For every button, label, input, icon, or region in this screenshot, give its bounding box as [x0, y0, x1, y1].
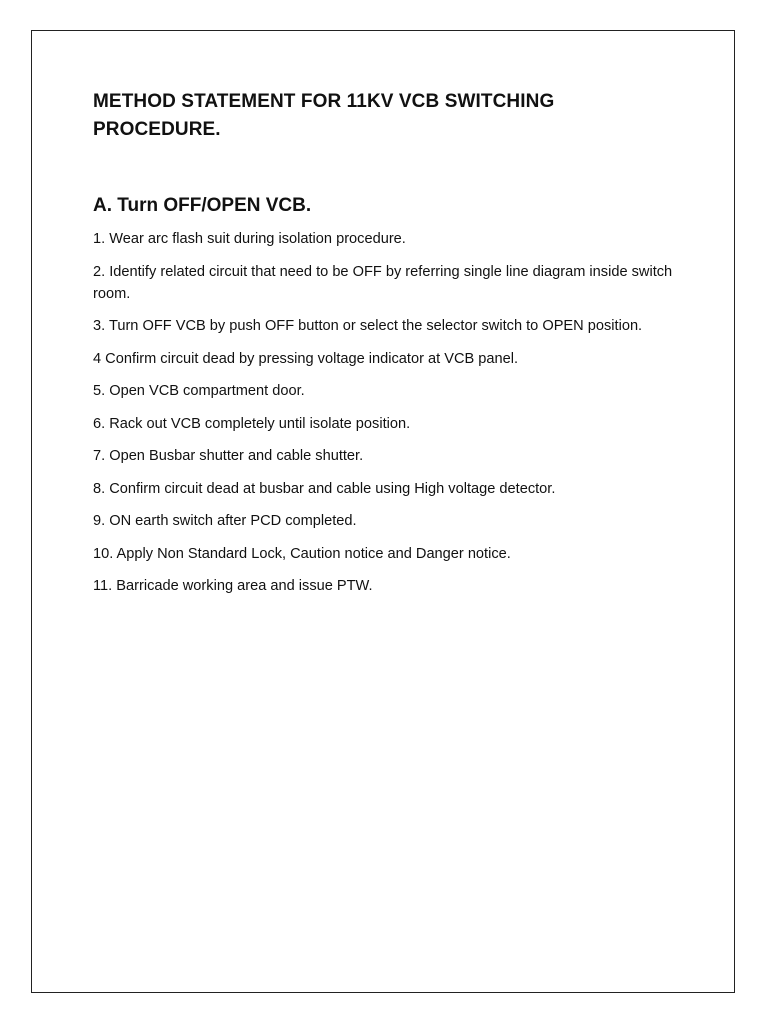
document-title: METHOD STATEMENT FOR 11KV VCB SWITCHING PROCEDURE. [93, 91, 555, 140]
procedure-step: 10. Apply Non Standard Lock, Caution notice and Danger notice. [93, 545, 511, 562]
procedure-step: 11. Barricade working area and issue PTW. [93, 578, 373, 594]
document-body [93, 88, 683, 608]
procedure-step: 3. Turn OFF VCB by push OFF button or select the selector switch to OPEN position. [93, 318, 643, 334]
procedure-step: 1. Wear arc flash suit during isolation procedure. [93, 231, 406, 247]
procedure-steps [93, 228, 683, 597]
procedure-step: 5. Open VCB compartment door. [93, 383, 305, 399]
procedure-step: 8. Confirm circuit dead at busbar and cable using High voltage detector. [93, 480, 556, 497]
procedure-step: 7. Open Busbar shutter and cable shutter. [93, 448, 364, 464]
procedure-step: 9. ON earth switch after PCD completed. [93, 513, 357, 529]
procedure-step: 6. Rack out VCB completely until isolate position. [93, 415, 411, 432]
section-heading: A. Turn OFF/OPEN VCB. [93, 195, 312, 216]
procedure-step: 2. Identify related circuit that need to be OFF by referring single line diagram inside switch room. [93, 263, 673, 302]
procedure-step: 4 Confirm circuit dead by pressing voltage indicator at VCB panel. [93, 350, 519, 367]
